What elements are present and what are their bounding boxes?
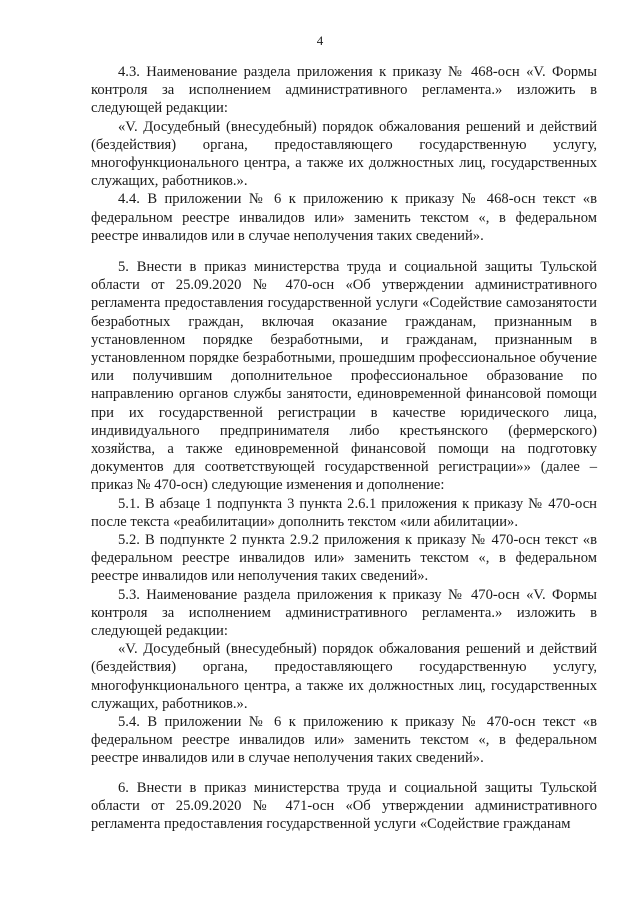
page-number: 4 <box>316 33 324 48</box>
paragraph-5-3-quote: «V. Досудебный (внесудебный) порядок обжалования решений и действий (бездействия) органа, предоставляющего государственную услугу, многофункционального центра, а также их должностных лиц, государственных служащих, работников.». <box>91 641 597 712</box>
section-5 <box>91 258 597 768</box>
paragraph-5-3: 5.3. Наименование раздела приложения к приказу № 470-осн «V. Формы контроля за исполнением административного регламента.» изложить в следующей редакции: <box>91 586 597 640</box>
paragraph-6: 6. Внести в приказ министерства труда и социальной защиты Тульской области от 25.09.2020 № 471-осн «Об утверждении административного регламента предоставления государственной услуги «Содействие гражданам <box>91 780 597 833</box>
paragraph-4-3-quote: «V. Досудебный (внесудебный) порядок обжалования решений и действий (бездействия) органа, предоставляющего государственную услугу, многофункционального центра, а также их должностных лиц, государственных служащих, работников.». <box>91 118 597 190</box>
paragraph-5-2: 5.2. В подпункте 2 пункта 2.9.2 приложения к приказу № 470-осн текст «в федеральном реестре инвалидов или» заменить текстом «, в федеральном реестре инвалидов или неполучения таких сведений». <box>91 532 597 585</box>
section-6 <box>91 779 597 834</box>
paragraph-5: 5. Внести в приказ министерства труда и социальной защиты Тульской области от 25.09.2020 № 470-осн «Об утверждении административного регламента предоставления государственной услуги «Содействие самозанятости безработных граждан, включая оказание гражданам, признанным в установленном порядке безработными, и гражданам, признанным в установленном порядке безработными, прошедшим профессиональное обучение или получившим дополнительное профессиональное образование по направлению органов службы занятости, единовременной финансовой помощи при их государственной регистрации в качестве юридического лица, индивидуального предпринимателя либо крестьянского (фермерского) хозяйства, а также единовременной финансовой помощи на подготовку документов для соответствующей государственной регистрации»» (далее – приказ № 470-осн) следующие изменения и дополнение: <box>91 259 597 494</box>
paragraph-5-1: 5.1. В абзаце 1 подпункта 3 пункта 2.6.1 приложения к приказу № 470-осн после текста «реабилитации» дополнить текстом «или абилитации». <box>91 495 597 530</box>
paragraph-4-4: 4.4. В приложении № 6 к приложению к приказу № 468-осн текст «в федеральном реестре инвалидов или» заменить текстом «, в федеральном реестре инвалидов или в случае неполучения таких сведений». <box>91 191 597 244</box>
section-4-continued <box>91 63 597 245</box>
paragraph-5-4: 5.4. В приложении № 6 к приложению к приказу № 470-осн текст «в федеральном реестре инвалидов или» заменить текстом «, в федеральном реестре инвалидов или в случае неполучения таких сведений». <box>91 714 597 767</box>
paragraph-4-3: 4.3. Наименование раздела приложения к приказу № 468-осн «V. Формы контроля за исполнением административного регламента.» изложить в следующей редакции: <box>91 64 597 117</box>
